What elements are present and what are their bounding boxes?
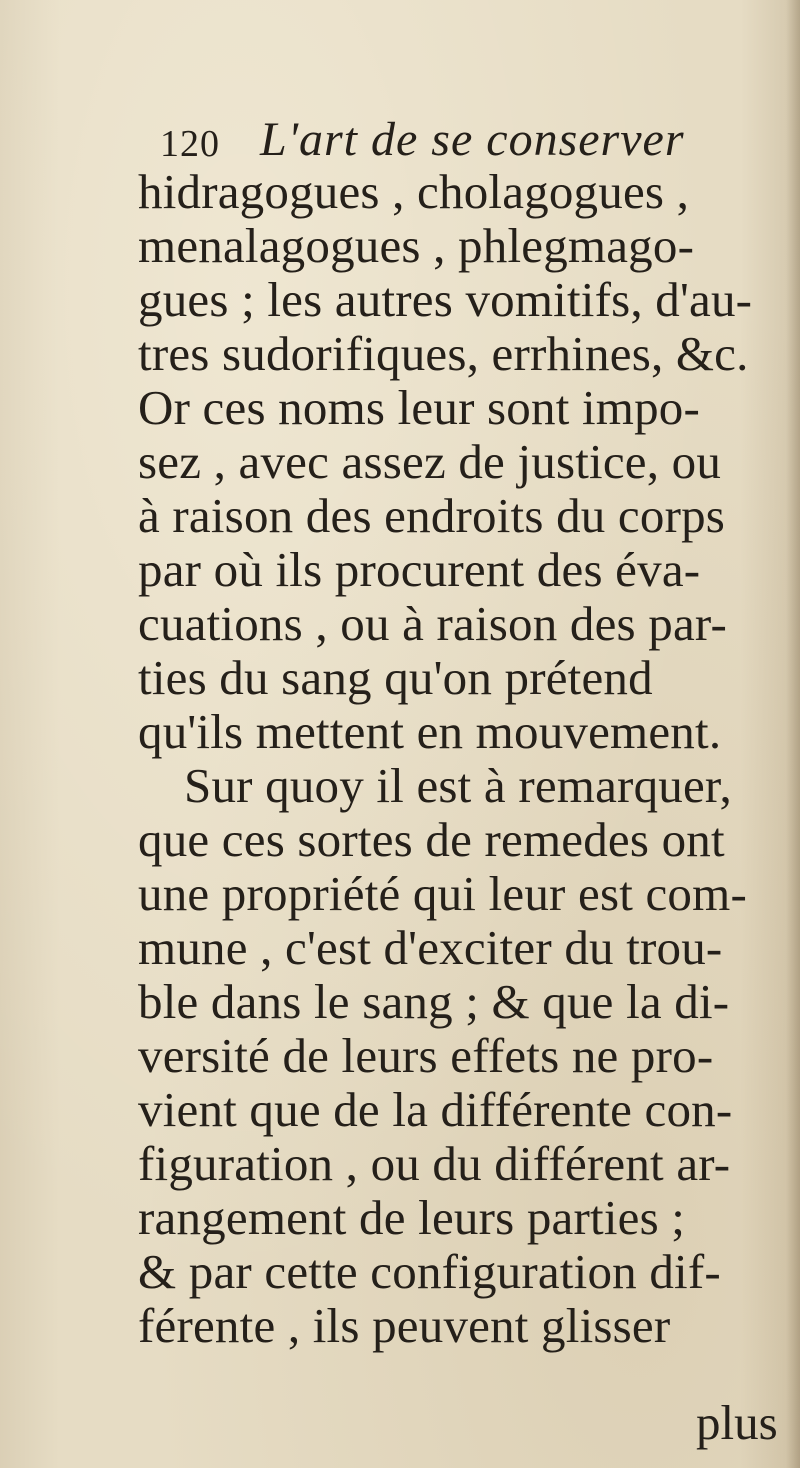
- text-line: une propriété qui leur est com-: [138, 866, 747, 921]
- text-line: mune , c'est d'exciter du trou-: [138, 920, 723, 975]
- text-line: tres sudorifiques, errhines, &c.: [138, 326, 749, 381]
- text-line: férente , ils peuvent glisser: [138, 1298, 671, 1353]
- page-number: 120: [160, 123, 220, 165]
- text-line: sez , avec assez de justice, ou: [138, 434, 722, 489]
- text-line: ties du sang qu'on prétend: [138, 650, 653, 705]
- body-text: [138, 165, 788, 1353]
- text-line: menalagogues , phlegmago-: [138, 218, 695, 273]
- text-line: cuations , ou à raison des par-: [138, 596, 727, 651]
- text-line: hidragogues , cholagogues ,: [138, 164, 690, 219]
- text-line: à raison des endroits du corps: [138, 488, 726, 543]
- text-line: rangement de leurs parties ;: [138, 1190, 686, 1245]
- page-header: [160, 112, 760, 168]
- text-line: ble dans le sang ; & que la di-: [138, 974, 730, 1029]
- text-line: par où ils procurent des éva-: [138, 542, 701, 597]
- text-line: vient que de la différente con-: [138, 1082, 733, 1137]
- catchword: plus: [696, 1395, 778, 1450]
- text-line: gues ; les autres vomitifs, d'au-: [138, 272, 753, 327]
- running-title: L'art de se conserver: [260, 113, 685, 166]
- text-line: Or ces noms leur sont impo-: [138, 380, 701, 435]
- paragraph-start-line: Sur quoy il est à remarquer,: [184, 758, 732, 813]
- text-line: que ces sortes de remedes ont: [138, 812, 725, 867]
- text-line: qu'ils mettent en mouvement.: [138, 704, 722, 759]
- text-line: versité de leurs effets ne pro-: [138, 1028, 714, 1083]
- text-line: & par cette configuration dif-: [138, 1244, 721, 1299]
- text-line: figuration , ou du différent ar-: [138, 1136, 731, 1191]
- page-edge-shadow: [786, 0, 800, 1468]
